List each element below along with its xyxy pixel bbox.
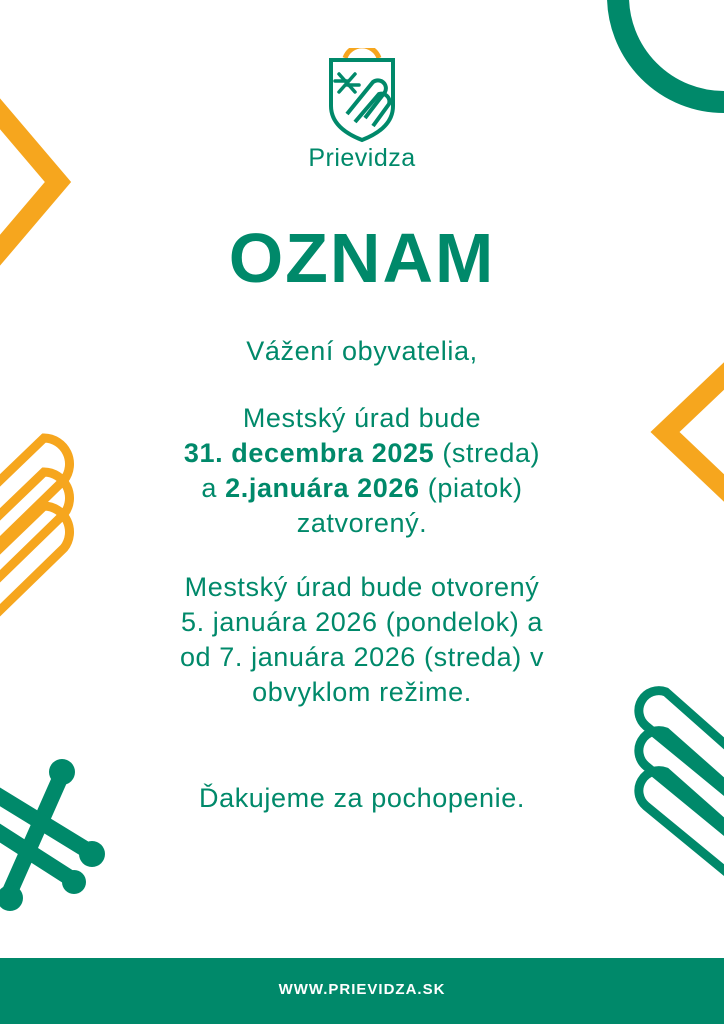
closure-notice xyxy=(0,401,724,541)
closure-conjunction: a xyxy=(201,473,218,503)
greeting: Vážení obyvatelia, xyxy=(246,336,478,366)
closure-line-2 xyxy=(0,436,724,471)
opening-line-4: obvyklom režime. xyxy=(252,677,472,707)
closure-line-1: Mestský úrad bude xyxy=(242,403,482,433)
page-title: OZNAM xyxy=(228,219,496,297)
closure-day-2: (piatok) xyxy=(427,473,523,503)
opening-line-2: 5. januára 2026 (pondelok) a xyxy=(180,607,544,637)
top-right-arc-decoration xyxy=(600,0,724,130)
footer-website-link[interactable]: WWW.PRIEVIDZA.SK xyxy=(278,981,446,998)
thanks-message: Ďakujeme za pochopenie. xyxy=(198,783,525,813)
opening-line-3: od 7. januára 2026 (streda) v xyxy=(179,642,545,672)
footer-bar xyxy=(0,958,724,1024)
opening-line-1: Mestský úrad bude otvorený xyxy=(184,572,540,602)
closure-status: zatvorený. xyxy=(296,508,428,538)
closure-date-2: 2.januára 2026 xyxy=(225,473,420,503)
closure-date-1: 31. decembra 2025 xyxy=(183,438,435,468)
closure-line-3 xyxy=(0,471,724,506)
city-crest-icon xyxy=(325,48,399,144)
opening-notice xyxy=(0,570,724,710)
closure-day-1: (streda) xyxy=(442,438,541,468)
brand-name: Prievidza xyxy=(308,144,416,172)
